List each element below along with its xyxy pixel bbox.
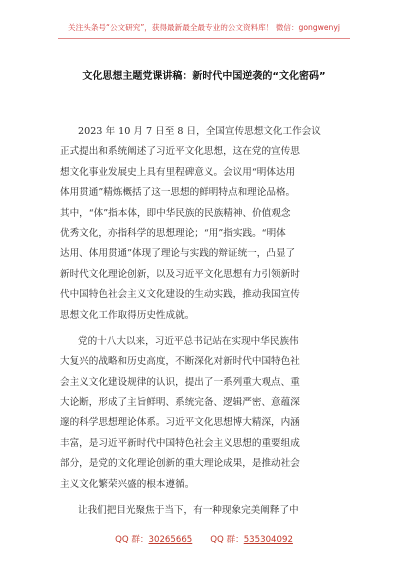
paragraph-1-line: 想文化事业发展史上具有里程碑意义。会议用“明体达用 bbox=[60, 166, 296, 178]
top-banner: 关注头条号“公文研究”，获得最新最全最专业的公文资料库！ 微信：gongwenyj bbox=[68, 23, 340, 32]
qq-group-number[interactable]: 535304092 bbox=[243, 535, 293, 545]
paragraph-1-line: 体用贯通”精炼概括了这一思想的鲜明特点和理论品格。 bbox=[60, 187, 296, 199]
paragraph-3-line: 让我们把目光聚焦于当下，有一种现象完美阐释了中 bbox=[78, 505, 299, 517]
paragraph-2-line: 邃的科学思想理论体系。习近平文化思想博大精深，内涵 bbox=[60, 417, 300, 429]
paragraph-2-line: 部分，是党的文化理论创新的重大理论成果，是推动社会 bbox=[60, 458, 300, 470]
paragraph-1-line: 达用、体用贯通”体现了理论与实践的辩证统一，凸显了 bbox=[60, 248, 296, 260]
paragraph-1-line: 其中，“体”指本体，即中华民族的民族精神、价值观念 bbox=[60, 207, 291, 219]
paragraph-2-line: 党的十八大以来，习近平总书记站在实现中华民族伟 bbox=[78, 335, 299, 347]
paragraph-1-line: 思想文化工作取得历史性成就。 bbox=[60, 309, 195, 321]
qq-group-number[interactable]: 30265665 bbox=[148, 535, 193, 545]
paragraph-2-line: 主义文化繁荣兴盛的根本遵循。 bbox=[60, 478, 195, 490]
footer-contact bbox=[0, 533, 408, 545]
header-divider bbox=[58, 38, 350, 39]
qq-group-label: QQ 群： bbox=[210, 535, 244, 545]
paragraph-1-line: 2023 年 10 月 7 日至 8 日，全国宣传思想文化工作会议 bbox=[78, 126, 321, 137]
paragraph-1-line: 优秀文化，亦指科学的思想理论；“用”指实践。“明体 bbox=[60, 227, 286, 239]
qq-group-label: QQ 群： bbox=[115, 535, 149, 545]
document-body bbox=[60, 122, 350, 521]
paragraph-1-line: 正式提出和系统阐述了习近平文化思想，这在党的宣传思 bbox=[60, 146, 300, 158]
paragraph-2-line: 大论断，形成了主旨鲜明、系统完备、逻辑严密、意蕴深 bbox=[60, 397, 300, 409]
paragraph-2-line: 丰富，是习近平新时代中国特色社会主义思想的重要组成 bbox=[60, 437, 300, 449]
paragraph-2-line: 会主义文化建设规律的认识，提出了一系列重大观点、重 bbox=[60, 376, 300, 388]
paragraph-1-line: 新时代文化理论创新，以及习近平文化思想有力引领新时 bbox=[60, 268, 300, 280]
paragraph-1-line: 代中国特色社会主义文化建设的生动实践，推动我国宣传 bbox=[60, 289, 300, 301]
paragraph-2-line: 大复兴的战略和历史高度，不断深化对新时代中国特色社 bbox=[60, 356, 300, 368]
document-title: 文化思想主题党课讲稿：新时代中国逆袭的“文化密码” bbox=[82, 71, 326, 82]
